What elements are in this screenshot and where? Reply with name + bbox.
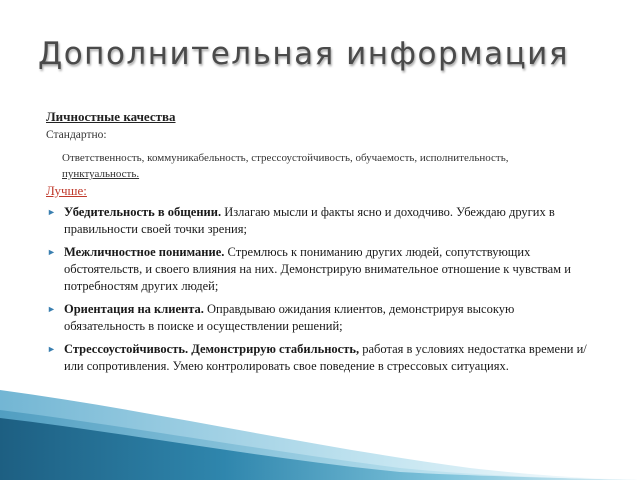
section-heading: Личностные качества [46, 109, 176, 124]
list-item [46, 244, 594, 295]
qualities-list [46, 204, 594, 381]
bullet-text: Излагаю мысли и факты ясно и доходчиво. Убеждаю других в правильности своей точки зрения; [64, 205, 555, 236]
triangle-bullet-icon: ► [47, 247, 56, 257]
list-item [46, 204, 594, 238]
bullet-text: Стремлюсь к пониманию других людей, сопутствующих обстоятельств, и своего влияния на них. Демонстрирую внимательное отношение к чувствам и потребностям других людей; [64, 245, 571, 293]
better-label: Лучше: [46, 183, 87, 198]
standard-label: Стандартно: [46, 129, 107, 141]
standard-text-last: пунктуальность. [62, 168, 140, 180]
list-item [46, 341, 594, 375]
bullet-bold: Межличностное понимание. [64, 245, 225, 259]
triangle-bullet-icon: ► [47, 344, 56, 354]
slide-title: Дополнительная информация [38, 36, 569, 72]
bullet-text: Оправдываю ожидания клиентов, демонстрируя высокую обязательность в поиске и осуществлении решений; [64, 302, 515, 333]
list-item [46, 301, 594, 335]
bullet-bold: Стрессоустойчивость. Демонстрирую стабильность, [64, 342, 360, 356]
standard-text [62, 150, 582, 182]
standard-text-main: Ответственность, коммуникабельность, стрессоустойчивость, обучаемость, исполнительность, [62, 152, 509, 164]
bullet-bold: Убедительность в общении. [64, 205, 222, 219]
triangle-bullet-icon: ► [47, 207, 56, 217]
bullet-text: работая в условиях недостатка времени и/или сопротивления. Умею контролировать свое поведение в стрессовых ситуациях. [64, 342, 587, 373]
decorative-wave [0, 390, 640, 480]
bullet-bold: Ориентация на клиента. [64, 302, 204, 316]
triangle-bullet-icon: ► [47, 304, 56, 314]
